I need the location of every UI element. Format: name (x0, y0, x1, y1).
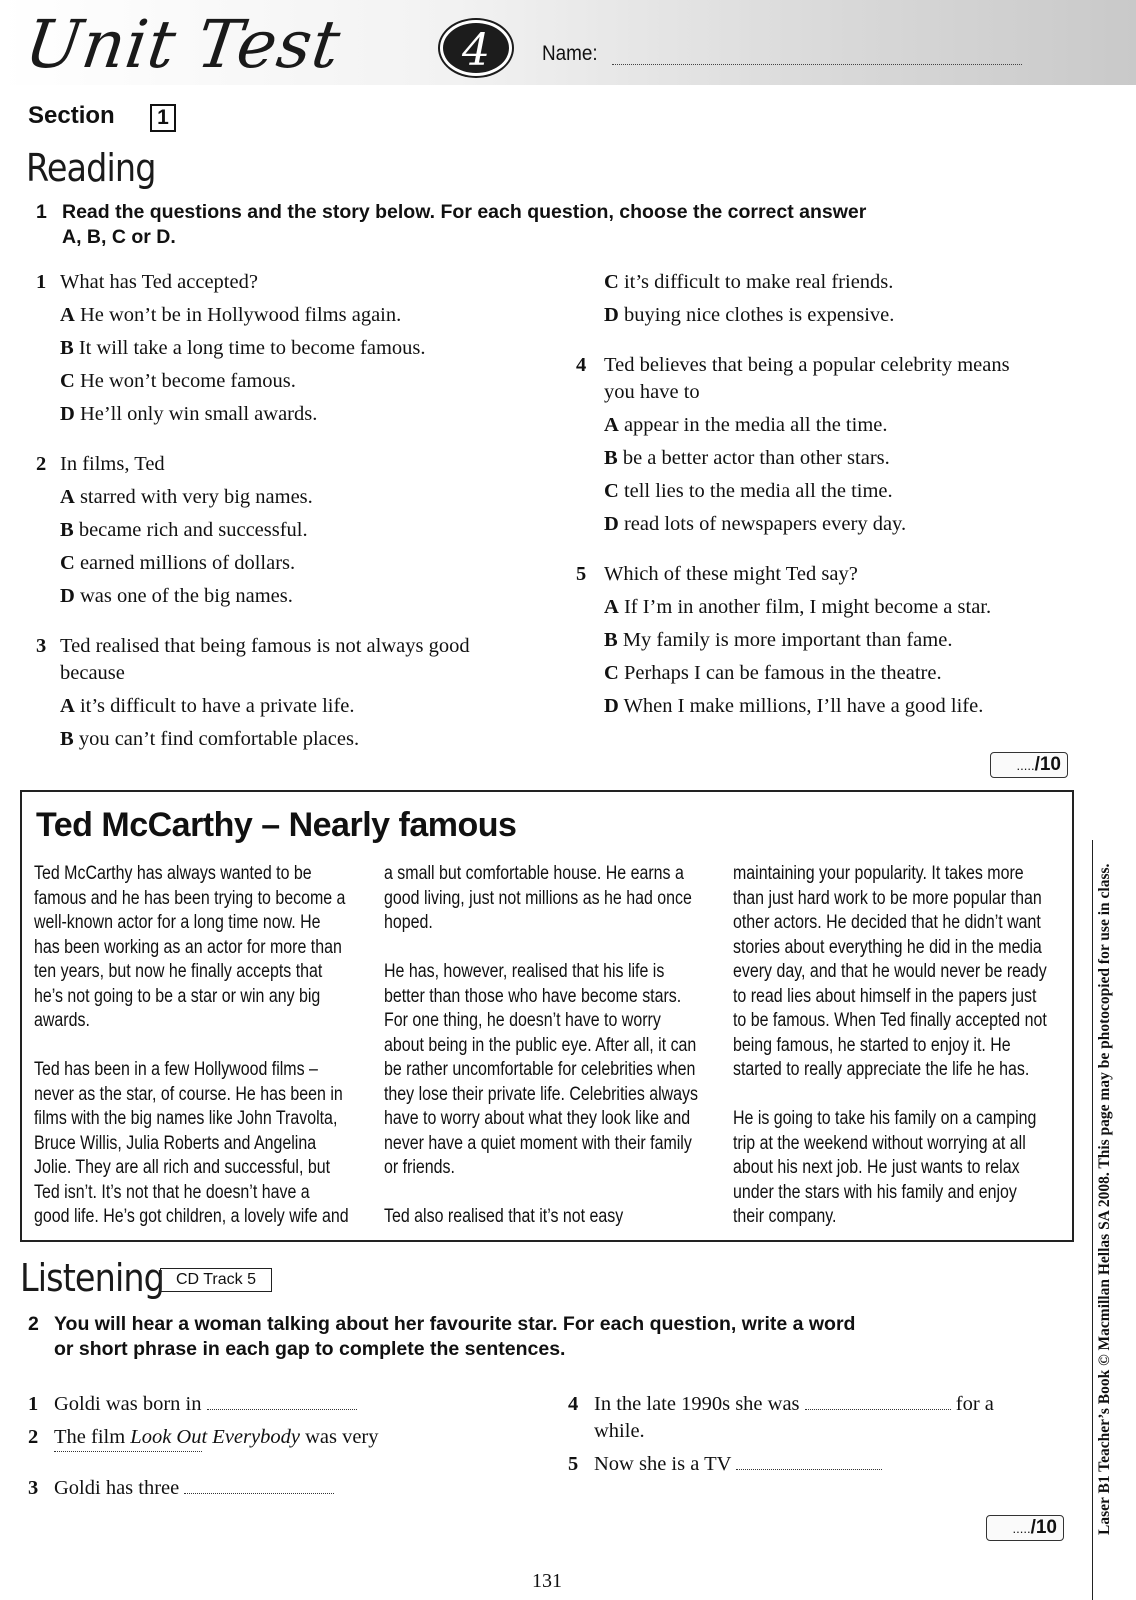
story-line: started to really appreciate the life he has. (733, 1059, 1030, 1080)
story-line: Ted also realised that it’s not easy (384, 1206, 624, 1227)
story-line: have to worry about what they look like and (384, 1108, 691, 1129)
story-line: never as the star, of course. He has been in (34, 1083, 343, 1105)
answer-gap-1[interactable] (207, 1409, 357, 1410)
score-total: /10 (1030, 1517, 1057, 1538)
question-number: 1 (36, 271, 47, 293)
story-line: about his next job. He just wants to relax (733, 1157, 1020, 1178)
option-5c[interactable]: C Perhaps I can be famous in the theatre. (604, 662, 942, 684)
listening-item-4-cont: while. (594, 1420, 645, 1442)
instruction-line: or short phrase in each gap to complete the sentences. (54, 1338, 566, 1360)
answer-gap-2[interactable] (54, 1451, 202, 1452)
story-line: their company. (733, 1206, 837, 1227)
question-number: 2 (36, 453, 47, 475)
story-line: good life. He’s got children, a lovely wife and (34, 1206, 349, 1227)
option-2b[interactable]: B became rich and successful. (60, 519, 308, 541)
unit-title: Unit Test (20, 6, 346, 83)
story-line: a small but comfortable house. He earns a (384, 863, 684, 884)
story-line: He is going to take his family on a camping (733, 1108, 1037, 1129)
story-line: hoped. (384, 912, 433, 933)
option-4c[interactable]: C tell lies to the media all the time. (604, 480, 893, 502)
option-1b[interactable]: B It will take a long time to become famous. (60, 337, 426, 359)
question-text: In films, Ted (60, 453, 165, 475)
story-line: to read lies about himself in the papers just (733, 985, 1037, 1007)
option-2a[interactable]: A starred with very big names. (60, 486, 313, 508)
section-number: 1 (150, 104, 176, 132)
story-line: good living, just not millions as he had once (384, 887, 692, 909)
option-5a[interactable]: A If I’m in another film, I might become a star. (604, 596, 992, 618)
story-line: be rather uncomfortable for celebrities when (384, 1059, 696, 1080)
option-4a[interactable]: A appear in the media all the time. (604, 414, 888, 436)
story-line: he’s not going to be a star or win any big (34, 985, 321, 1007)
option-2c[interactable]: C earned millions of dollars. (60, 552, 296, 574)
listening-heading: Listening (20, 1256, 165, 1300)
option-4d[interactable]: D read lots of newspapers every day. (604, 513, 907, 535)
listening-items-right: 4 In the late 1990s she was for a while. 5 Now she is a TV (568, 1393, 994, 1475)
story-line: films with the big names like John Travolta, (34, 1108, 338, 1129)
question-number: 4 (576, 354, 587, 376)
answer-gap-5[interactable] (736, 1469, 882, 1470)
reading-questions-right (576, 266, 1076, 746)
question-text-cont: because (60, 662, 125, 684)
story-line: For one thing, he doesn’t have to worry (384, 1010, 661, 1031)
instruction-line: A, B, C or D. (62, 226, 176, 248)
question-text-cont: you have to (604, 381, 700, 403)
option-5d[interactable]: D When I make millions, I’ll have a good life. (604, 695, 984, 717)
story-line: He has, however, realised that his life is (384, 961, 665, 982)
story-line: stories about everything he did in the media (733, 936, 1042, 958)
story-title: Ted McCarthy – Nearly famous (36, 806, 517, 844)
story-line: Ted has been in a few Hollywood films – (34, 1059, 318, 1080)
page-number: 131 (532, 1570, 562, 1592)
reading-instruction (36, 200, 1056, 250)
story-line: every day, and that he would never be ready (733, 961, 1047, 982)
story-line: they lose their private life. Celebrities always (384, 1083, 699, 1105)
listening-items-left: 1 Goldi was born in 2 The film Look Out Everybody was very 3 Goldi has three (28, 1393, 379, 1499)
story-line: well-known actor for a long time now. He (34, 912, 321, 933)
cd-track-label: CD Track 5 (160, 1268, 272, 1292)
story-line: has been working as an actor for more than (34, 936, 342, 958)
story-line: Jolie. They are all rich and successful, but (34, 1157, 331, 1178)
instruction-number: 1 (36, 201, 47, 223)
question-number: 5 (576, 563, 587, 585)
option-1c[interactable]: C He won’t become famous. (60, 370, 296, 392)
story-line: famous and he has been trying to become a (34, 887, 346, 909)
copyright-side-text: Laser B1 Teacher’s Book © Macmillan Hellas SA 2008. This page may be photocopied for use in class. (1096, 863, 1113, 1535)
listening-instruction (28, 1312, 1068, 1362)
answer-gap-3[interactable] (184, 1493, 334, 1494)
instruction-line: Read the questions and the story below. For each question, choose the correct answer (62, 201, 867, 223)
score-dots: ..... (1016, 758, 1035, 773)
reading-score-box[interactable] (990, 752, 1068, 778)
reading-questions-left (36, 266, 556, 766)
answer-gap-4[interactable] (805, 1409, 951, 1410)
story-line: Ted isn’t. It’s not that he doesn’t have a (34, 1181, 310, 1203)
option-3a[interactable]: A it’s difficult to have a private life. (60, 695, 355, 717)
story-line: to be famous. When Ted finally accepted not (733, 1010, 1047, 1031)
story-line: Ted McCarthy has always wanted to be (34, 863, 312, 884)
story-line: Bruce Willis, Julia Roberts and Angelina (34, 1132, 317, 1154)
story-column-3 (733, 862, 1047, 1230)
story-line: awards. (34, 1010, 90, 1031)
story-line: better than those who have become stars. (384, 985, 682, 1007)
story-line: or friends. (384, 1157, 455, 1178)
story-line: maintaining your popularity. It takes more (733, 863, 1024, 884)
section-label: Section (28, 102, 115, 129)
story-line: ten years, but now he finally accepts that (34, 961, 323, 982)
side-rule (1092, 840, 1093, 1600)
score-dots: ..... (1012, 1521, 1031, 1536)
question-number: 3 (36, 635, 47, 657)
unit-number-badge: 4 (440, 20, 512, 76)
question-text: Ted realised that being famous is not always good (60, 635, 470, 657)
question-text: What has Ted accepted? (60, 271, 258, 293)
reading-heading: Reading (26, 146, 156, 190)
option-4b[interactable]: B be a better actor than other stars. (604, 447, 890, 469)
story-column-1 (34, 862, 349, 1230)
question-text: Which of these might Ted say? (604, 563, 858, 585)
story-line: being famous, he started to enjoy it. He (733, 1034, 1011, 1056)
option-3d[interactable]: D buying nice clothes is expensive. (604, 304, 895, 326)
option-2d[interactable]: D was one of the big names. (60, 585, 293, 607)
story-column-2 (384, 862, 698, 1230)
option-1d[interactable]: D He’ll only win small awards. (60, 403, 318, 425)
story-line: about being in the public eye. After all, it can (384, 1034, 697, 1056)
story-line: other actors. He decided that he didn’t want (733, 912, 1041, 933)
question-text: Ted believes that being a popular celebrity means (604, 354, 1010, 376)
option-5b[interactable]: B My family is more important than fame. (604, 629, 953, 651)
option-1a[interactable]: A He won’t be in Hollywood films again. (60, 304, 402, 326)
instruction-number: 2 (28, 1313, 39, 1335)
story-line: than just hard work to be more popular than (733, 887, 1042, 909)
option-3c[interactable]: C it’s difficult to make real friends. (604, 271, 894, 293)
name-field[interactable] (612, 64, 1022, 65)
instruction-line: You will hear a woman talking about her favourite star. For each question, write a word (54, 1313, 856, 1335)
story-line: never have a quiet moment with their family (384, 1132, 692, 1154)
story-line: under the stars with his family and enjoy (733, 1181, 1017, 1203)
name-label: Name: (542, 42, 598, 65)
option-3b[interactable]: B you can’t find comfortable places. (60, 728, 360, 750)
score-total: /10 (1034, 754, 1061, 775)
listening-score-box[interactable] (986, 1515, 1064, 1541)
story-line: trip at the weekend without worrying at all (733, 1132, 1026, 1154)
